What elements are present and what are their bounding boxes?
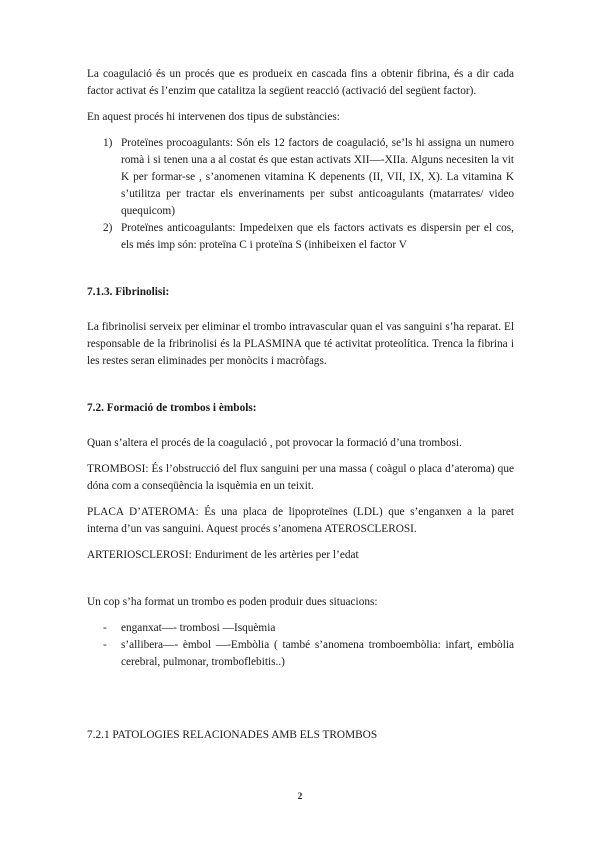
fibrinolisi-paragraph: La fibrinolisi serveix per eliminar el trombo intravascular quan el vas sanguini s’ha reparat. El responsable de la fribrinolisi és la PLASMINA que té activitat proteolítica. Trenca la fibrina i les restes seran eliminades per monòcits i macròfags. (87, 321, 514, 367)
list-item (87, 220, 514, 254)
list-item-text: Proteïnes anticoagulants: Impedeixen que els factors activats es dispersin per el cos, els més imp són: proteïna C i proteïna S (inhibeixen el factor V (121, 222, 514, 251)
formacio-paragraph: Quan s’altera el procés de la coagulació , pot provocar la formació d’una trombosi. (87, 437, 462, 449)
situacions-intro: Un cop s’ha format un trombo es poden produir dues situacions: (87, 596, 378, 608)
list-item-text: s’allibera—- èmbol —-Embòlia ( també s’anomena tromboembòlia: infart, embòlia cerebral, pulmonar, tromboflebitis..) (121, 639, 514, 668)
page-number: 2 (297, 792, 303, 802)
list-item (87, 135, 514, 220)
list-item (87, 620, 514, 637)
list-item-dash: - (103, 639, 107, 651)
list-item (87, 637, 514, 671)
substances-list (87, 135, 514, 254)
intro-paragraph: La coagulació és un procés que es produeix en cascada fins a obtenir fibrina, és a dir cada factor activat és l’enzim que catalitza la següent reacció (activació del següent factor). (87, 68, 514, 97)
placa-ateroma-definition: PLACA D’ATEROMA: És una placa de lipoproteïnes (LDL) que s’enganxen a la paret interna d’un vas sanguini. Aquest procés s’anomena ATEROSCLEROSI. (87, 506, 514, 535)
situations-list (87, 620, 514, 671)
list-item-text: enganxat—- trombosi —Isquèmia (121, 622, 276, 634)
arteriosclerosi-definition: ARTERIOSCLEROSI: Enduriment de les artèries per l’edat (87, 549, 359, 561)
patologies-heading: 7.2.1 PATOLOGIES RELACIONADES AMB ELS TROMBOS (87, 729, 378, 741)
list-item-number: 1) (103, 137, 113, 149)
fibrinolisi-heading: 7.1.3. Fibrinolisi: (87, 286, 170, 298)
list-item-dash: - (103, 622, 107, 634)
substances-intro: En aquest procés hi intervenen dos tipus de substàncies: (87, 111, 340, 123)
document-page (87, 66, 514, 744)
list-item-text: Proteïnes procoagulants: Són els 12 factors de coagulació, se’ls hi assigna un numero romà i si tenen una a al costat és que estan activats XII—-XIIa. Alguns necesiten la vit K per formar-se , s’anomenen vitamina K depenents (II, VII, IX, X). La vitamina K s’utilitza per tractar els enverinaments per subst anticoagulants (matarrates/ video quequicom) (121, 137, 514, 217)
formacio-heading: 7.2. Formació de trombos i èmbols: (87, 402, 257, 414)
list-item-number: 2) (103, 222, 113, 234)
trombosi-definition: TROMBOSI: És l’obstrucció del flux sanguini per una massa ( coàgul o placa d’ateroma) que dóna com a conseqüència la isquèmia en un teixit. (87, 463, 514, 492)
